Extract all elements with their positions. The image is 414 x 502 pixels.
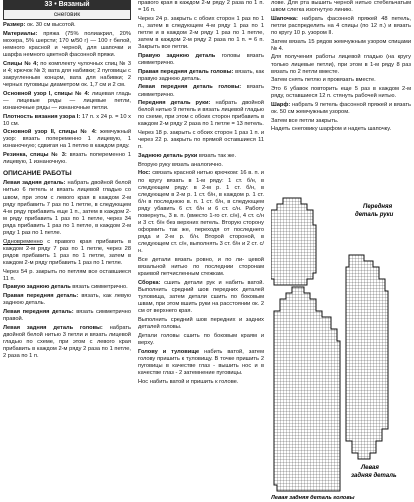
density-paragraph: Плотность вязания узора I: 17 п. х 24 р. = 10 х 10 см. bbox=[3, 113, 131, 127]
simultaneously-paragraph: Одновременно с правого края прибавить в каждом 2-м ряду 7 раз по 1 петле, через 28 рядов прибавить 1 раз по 1 петле, затем в каждом 2-м ряду прибавить 1 раз по 1 петле. bbox=[3, 238, 131, 266]
left-front-head-paragraph: Левая передняя деталь головы: вязать симметрично. bbox=[138, 84, 264, 98]
project-number-title: 33 • Вязаный bbox=[3, 0, 131, 10]
head-grid bbox=[346, 255, 388, 459]
right-back-head-paragraph: Правую заднюю деталь головы вязать симметрично. bbox=[138, 52, 264, 66]
col3-paragraph-1: лове. Для рта вышить черной нитью стебельчатым швом слегка изогнутую линию. bbox=[271, 0, 411, 14]
nose-paragraph: Нос: связать красной нитью крючком: 16 в. п. и по кругу вязать в 1-м ряду: 1 ст. б/н, в следующем ряду: в 2-м р. 1 ст. б/н, в следующем в 2-м р. 1 ст. б/н, в каждом р. 1 ст. б/н в последнюю в. п. 1 ст. б/н, в следующем ряду убавить 6 ст. б/н и 6 ст. с/н. Работу повернуть, 3 в. п. (вместо 1-го ст. с/н), 4 ст. с/н и 3 ст. б/н без верхних петель. Вторую сторону оформить так же, переходя от последнего ряда и 2-м р. б/н. Второй стороной, в следующем ст. с/н, выполнять 3 ст. б/н и 2 ст. с/н. bbox=[138, 170, 264, 255]
left-front-paragraph: Левая передняя деталь: вязать симметрично правой. bbox=[3, 308, 131, 322]
head-grid-shape bbox=[346, 255, 388, 459]
pattern2-paragraph: Основной узор II, спицы № 4: жемчужный узор: вязать попеременно 1 лицевую, 1 изнаночную; сдвигая на 1 петлю в каждом ряду. bbox=[3, 129, 131, 150]
col2-paragraph-6: Выполнить средний шов передних и задних деталей головы. bbox=[138, 317, 264, 331]
label-front-arm-2: деталь руки bbox=[355, 212, 394, 218]
column-left bbox=[3, 0, 131, 362]
col2-paragraph-7: Детали головы сшить по боковым краям и верху. bbox=[138, 332, 264, 346]
left-back-head-paragraph: Левая задняя деталь головы: набрать двойной белой нитью 3 петли и вязать лицевой гладью по схеме, при этом с левого края прибавить в каждом 2-м ряду 2 раза по 1 петле, 2 раза по 1 п. bbox=[3, 324, 131, 360]
arm-grid bbox=[271, 198, 316, 285]
hat-paragraph: Шапочка: набрать фасонной пряжей 48 петель, петли распределить на 4 спицы (по 12 п.) и вязать по кругу 10 р. узором II. bbox=[271, 15, 411, 36]
size-paragraph: Размер: ок. 30 см высотой. bbox=[3, 22, 76, 28]
col3-paragraph-6: Затем все петли закрыть. bbox=[271, 117, 339, 124]
col3-paragraph-7: Надеть снеговику шарфом и надеть шапочку. bbox=[271, 126, 392, 133]
col2-paragraph-2: Через 24 р. закрыть с обоих сторон 1 раз по 1 п., затем в следующем 4-м ряду 1 раз по 1 петле и в каждом 2-м ряду 1 раз по 1 петле, затем в каждом 2-м ряду 2 раза по 1 п. = 6 п. Закрыть все петли. bbox=[138, 15, 264, 51]
back-arm-paragraph: Заднюю деталь руки вязать так же. bbox=[138, 153, 237, 160]
col3-paragraph-5: Это 6 убавок повторить еще 5 раз в каждом 2-м ряду, оставшиеся 12 п. стянуть рабочей нитью. bbox=[271, 86, 411, 100]
left-back-paragraph: Левая задняя деталь: набрать двойной белой нитью 6 петель и вязать лицевой гладью со швом, при этом с левого края в каждом 2-м ряду прибавить 7 раз по 1 петле, в следующем 4-м ряду прибавить еще 1 п., затем в каждом 2-м ряду прибавить 1 раз по 1 петле, через 34 ряда прибавить 1 раз по 1 петле, в каждом 2-м ряду 1 раз по 1 петле. bbox=[3, 180, 131, 236]
schematics-svg bbox=[271, 195, 414, 502]
label-back-body-2: задняя деталь bbox=[351, 473, 397, 479]
column-middle bbox=[138, 0, 264, 387]
after54-paragraph: Через 54 р. закрыть по петлям все оставшиеся 11 п. bbox=[3, 268, 131, 282]
body-grid-shape bbox=[274, 287, 340, 491]
project-subtitle: снеговик bbox=[3, 10, 131, 20]
materials-paragraph: Материалы: пряжа (75% полиакрил, 20% мохера, 5% шерсти; 170 м/50 г) — 100 г белой, немного красной и черной, для шапочки и шарфа немного цветной фасонной пряжи. bbox=[3, 30, 131, 58]
col3-paragraph-2: Затем вязать 15 рядов жемчужным узором спицами № 4. bbox=[271, 38, 411, 52]
col2-paragraph-3: Через 18 р. закрыть с обоих сторон 1 раз 1 п. и через 22 р. закрыть по прямой оставшиеся 11 п. bbox=[138, 130, 264, 151]
front-arm-paragraph: Передняя деталь руки: набрать двойной белой нитью 9 петель и вязать лицевой гладью по схеме, при этом с обоих сторон прибавить в каждом 2-м ряду 2 раза по 1 петле = 13 петель. bbox=[138, 100, 264, 128]
neck-paragraph: Голову и туловище набить ватой, затем голову пришить к туловищу. В точке пришить 2 пуговицы в качестве глаз - вышить нос и в качестве глаз - 2 затемнение пуговицы. bbox=[138, 348, 264, 376]
section-title: ОПИСАНИЕ РАБОТЫ bbox=[3, 170, 72, 178]
body-grid bbox=[274, 287, 340, 491]
assembly-paragraph: Сборка: сшить детали рук и набить ватой. Выполнить средний шов передних деталей туловища, затем детали сшить по боковым швам, при этом вшить руки на расстоянии ок. 2 см от верхнего края. bbox=[138, 280, 264, 315]
label-front-arm-1: Передняя bbox=[363, 204, 393, 210]
col2-paragraph-5: Все детали вязать ровно, и по ли- цевой вязальной нитью по последнии сторонам краевой петчисленным стежкам. bbox=[138, 257, 264, 278]
rib-paragraph: Резинка, спицы № 3: вязать попеременно 1 лицевую, 1 изнаночную. bbox=[3, 152, 131, 166]
col2-paragraph-4: Вторую руку вязать аналогично. bbox=[138, 161, 223, 168]
project-header bbox=[3, 0, 131, 20]
col2-paragraph-1: правого края в каждом 2-м ряду 2 раза по 1 п. = 16 п. bbox=[138, 0, 264, 14]
label-back-body-1: Левая bbox=[361, 465, 379, 471]
col3-paragraph-4: Затем снять петлю и провязать вместе. bbox=[271, 77, 376, 84]
knitting-schematics bbox=[271, 195, 414, 502]
arm-grid-shape bbox=[271, 198, 316, 285]
right-front-head-paragraph: Правая передняя деталь головы: вязать, как правую заднюю деталь. bbox=[138, 68, 264, 82]
column-right bbox=[271, 0, 411, 135]
col3-paragraph-3: Для получения работы лицевой гладью (на кругу только лицевые петли), при этом в 1-м ряду 8 раз вязать по 2 петли вместе. bbox=[271, 54, 411, 75]
right-front-paragraph: Правая передняя деталь: вязать, как левую заднюю деталь. bbox=[3, 293, 132, 307]
pattern1-paragraph: Основной узор I, спицы № 4: лицевая гладь — лицевые ряды — лицевые петли, изнаночные ряды — изнаночные петли. bbox=[3, 90, 131, 111]
col2-paragraph-8: Нос набить ватой и пришить к голове. bbox=[138, 378, 239, 385]
scarf-paragraph: Шарф: набрать 9 петель фасонной пряжей и вязать ок. 50 см жемчужным узором. bbox=[271, 101, 411, 115]
label-back-head: Левая задняя деталь головы bbox=[271, 495, 355, 501]
right-back-paragraph: Правую заднюю деталь вязать симметрично. bbox=[3, 284, 128, 291]
needles-paragraph: Спицы № 4; по комплекту чулочных спиц № 3 и 4; крючок № 3; вата для набивки; 2 пуговицы с закругленным концом, вата для набивки; 2 черных пуговицы диаметром ок. 1,7 см и 2 см. bbox=[3, 60, 131, 88]
